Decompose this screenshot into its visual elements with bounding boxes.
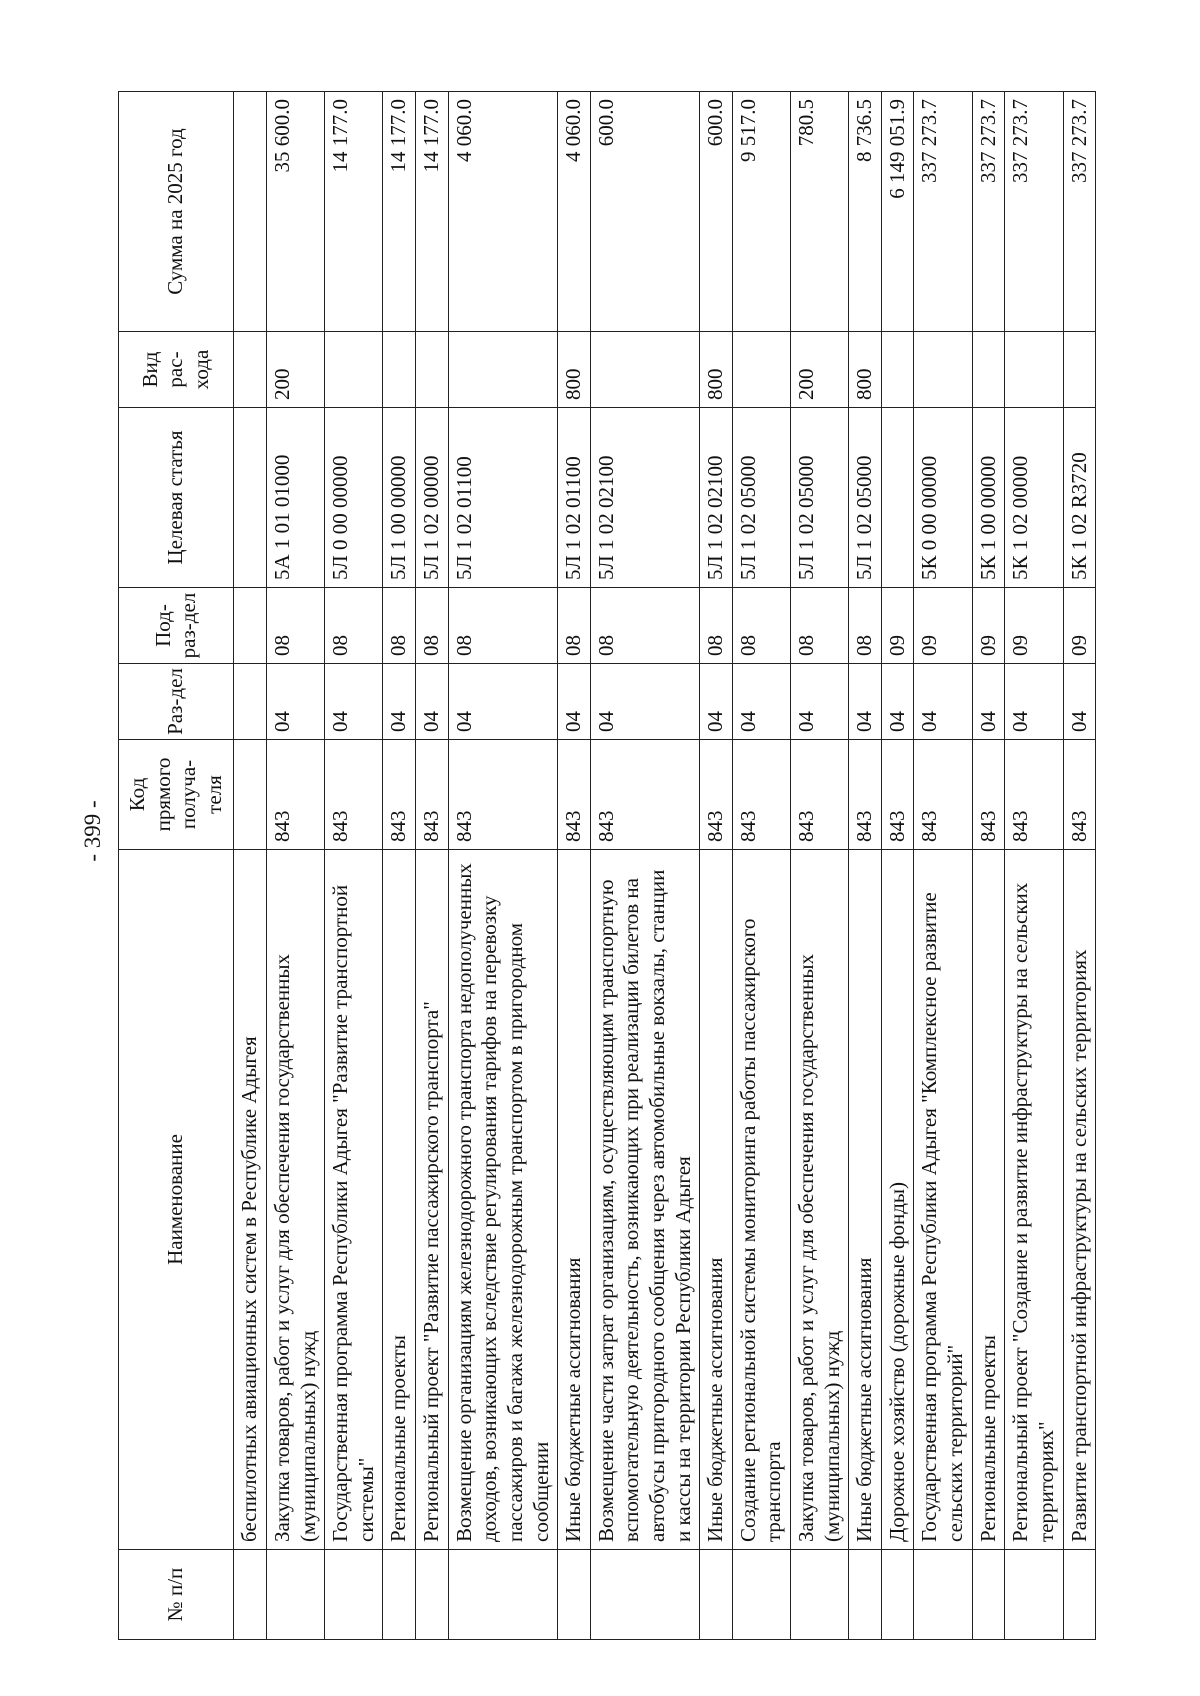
cell-target: 5Л 1 02 00000	[416, 408, 449, 588]
cell-target: 5Л 1 02 05000	[791, 408, 849, 588]
table-row	[416, 92, 449, 1640]
cell-num	[416, 1550, 449, 1640]
cell-sum: 780.5	[791, 92, 849, 332]
header-num: № п/п	[119, 1550, 234, 1640]
cell-subsection: 08	[732, 588, 790, 664]
cell-section: 04	[1005, 664, 1063, 740]
header-target: Целевая статья	[119, 408, 234, 588]
cell-num	[849, 1550, 882, 1640]
cell-num	[791, 1550, 849, 1640]
cell-subsection: 08	[267, 588, 325, 664]
cell-subsection: 08	[448, 588, 557, 664]
cell-target	[234, 408, 267, 588]
cell-name: Государственная программа Республики Адыгея "Развитие транспортной системы"	[325, 850, 383, 1550]
cell-section: 04	[325, 664, 383, 740]
cell-code: 843	[881, 740, 914, 850]
cell-sum: 337 273.7	[914, 92, 972, 332]
budget-table-rotated	[118, 92, 1098, 1640]
cell-num	[914, 1550, 972, 1640]
cell-section: 04	[914, 664, 972, 740]
cell-name: Возмещение организациям железнодорожного транспорта недополученных доходов, возникающих вследствие регулирования тарифов на перевозку пассажиров и багажа железнодорожным транспортом в пригородном сообщении	[448, 850, 557, 1550]
cell-exptype	[1005, 332, 1063, 408]
cell-name: Дорожное хозяйство (дорожные фонды)	[881, 850, 914, 1550]
cell-target: 5Л 1 02 05000	[849, 408, 882, 588]
cell-sum: 600.0	[590, 92, 699, 332]
cell-target: 5Л 1 02 01100	[558, 408, 591, 588]
cell-name: Возмещение части затрат организациям, осуществляющим транспортную вспомогательную деятельность, возникающих при реализации билетов на автобусы пригородного сообщения через автомобильные вокзалы, станции и кассы на территории Республики Адыгея	[590, 850, 699, 1550]
cell-exptype	[590, 332, 699, 408]
cell-exptype: 800	[700, 332, 733, 408]
page-number-text: - 399 -	[80, 800, 105, 862]
cell-num	[732, 1550, 790, 1640]
cell-code: 843	[448, 740, 557, 850]
table-row	[732, 92, 790, 1640]
cell-sum	[234, 92, 267, 332]
cell-target: 5Л 1 02 05000	[732, 408, 790, 588]
table-row	[590, 92, 699, 1640]
cell-sum: 14 177.0	[416, 92, 449, 332]
cell-section: 04	[590, 664, 699, 740]
cell-name: Закупка товаров, работ и услуг для обеспечения государственных (муниципальных) нужд	[791, 850, 849, 1550]
cell-subsection: 08	[383, 588, 416, 664]
cell-code: 843	[972, 740, 1005, 850]
cell-section: 04	[558, 664, 591, 740]
cell-sum: 337 273.7	[1005, 92, 1063, 332]
cell-subsection: 08	[590, 588, 699, 664]
cell-target: 5К 0 00 00000	[914, 408, 972, 588]
cell-name: Государственная программа Республики Адыгея "Комплексное развитие сельских территорий"	[914, 850, 972, 1550]
cell-subsection: 08	[325, 588, 383, 664]
cell-name: Региональный проект "Развитие пассажирского транспорта"	[416, 850, 449, 1550]
cell-name: Иные бюджетные ассигнования	[700, 850, 733, 1550]
table-row	[1063, 92, 1096, 1640]
cell-sum: 337 273.7	[972, 92, 1005, 332]
cell-code: 843	[416, 740, 449, 850]
cell-target: 5К 1 00 00000	[972, 408, 1005, 588]
cell-exptype: 800	[849, 332, 882, 408]
cell-name: Иные бюджетные ассигнования	[849, 850, 882, 1550]
table-row	[791, 92, 849, 1640]
cell-target	[881, 408, 914, 588]
cell-num	[448, 1550, 557, 1640]
cell-section: 04	[267, 664, 325, 740]
cell-code: 843	[325, 740, 383, 850]
table-row	[700, 92, 733, 1640]
table-row	[1005, 92, 1063, 1640]
cell-target: 5Л 0 00 00000	[325, 408, 383, 588]
cell-code: 843	[732, 740, 790, 850]
cell-subsection: 09	[972, 588, 1005, 664]
cell-section: 04	[732, 664, 790, 740]
cell-subsection: 09	[1005, 588, 1063, 664]
cell-section	[234, 664, 267, 740]
cell-subsection: 08	[558, 588, 591, 664]
cell-name: Региональный проект "Создание и развитие инфраструктуры на сельских территориях"	[1005, 850, 1063, 1550]
header-name: Наименование	[119, 850, 234, 1550]
cell-code: 843	[791, 740, 849, 850]
cell-code: 843	[267, 740, 325, 850]
table-row	[849, 92, 882, 1640]
table-row	[383, 92, 416, 1640]
cell-section: 04	[791, 664, 849, 740]
cell-num	[700, 1550, 733, 1640]
cell-num	[558, 1550, 591, 1640]
cell-target: 5Л 1 02 01100	[448, 408, 557, 588]
cell-code: 843	[558, 740, 591, 850]
table-row	[914, 92, 972, 1640]
cell-name: Развитие транспортной инфраструктуры на сельских территориях	[1063, 850, 1096, 1550]
header-code: Код прямого получа-теля	[119, 740, 234, 850]
cell-exptype	[448, 332, 557, 408]
cell-name: Иные бюджетные ассигнования	[558, 850, 591, 1550]
cell-name: Создание региональной системы мониторинга работы пассажирского транспорта	[732, 850, 790, 1550]
cell-subsection	[234, 588, 267, 664]
table-row	[234, 92, 267, 1640]
cell-num	[383, 1550, 416, 1640]
cell-target: 5Л 1 00 00000	[383, 408, 416, 588]
cell-subsection: 08	[791, 588, 849, 664]
cell-sum: 14 177.0	[383, 92, 416, 332]
cell-exptype	[234, 332, 267, 408]
cell-code: 843	[1063, 740, 1096, 850]
cell-subsection: 09	[1063, 588, 1096, 664]
page-number	[68, 770, 118, 890]
cell-section: 04	[972, 664, 1005, 740]
cell-exptype: 200	[267, 332, 325, 408]
cell-target: 5К 1 02 00000	[1005, 408, 1063, 588]
cell-sum: 14 177.0	[325, 92, 383, 332]
table-header	[119, 92, 234, 1640]
cell-num	[325, 1550, 383, 1640]
cell-subsection: 09	[881, 588, 914, 664]
cell-name: беспилотных авиационных систем в Республике Адыгея	[234, 850, 267, 1550]
cell-exptype: 800	[558, 332, 591, 408]
cell-num	[590, 1550, 699, 1640]
cell-exptype	[972, 332, 1005, 408]
cell-section: 04	[1063, 664, 1096, 740]
cell-sum: 9 517.0	[732, 92, 790, 332]
cell-section: 04	[383, 664, 416, 740]
cell-exptype	[732, 332, 790, 408]
table-row	[972, 92, 1005, 1640]
cell-section: 04	[416, 664, 449, 740]
cell-code: 843	[383, 740, 416, 850]
cell-name: Региональные проекты	[972, 850, 1005, 1550]
cell-subsection: 09	[914, 588, 972, 664]
cell-code: 843	[914, 740, 972, 850]
cell-target: 5А 1 01 01000	[267, 408, 325, 588]
cell-name: Региональные проекты	[383, 850, 416, 1550]
table-row	[267, 92, 325, 1640]
cell-sum: 600.0	[700, 92, 733, 332]
cell-exptype	[416, 332, 449, 408]
cell-num	[881, 1550, 914, 1640]
cell-code: 843	[849, 740, 882, 850]
cell-exptype	[325, 332, 383, 408]
budget-table	[118, 91, 1096, 1640]
cell-exptype	[881, 332, 914, 408]
cell-sum: 4 060.0	[558, 92, 591, 332]
cell-num	[234, 1550, 267, 1640]
header-subsection: Под-раз-дел	[119, 588, 234, 664]
cell-exptype	[383, 332, 416, 408]
cell-num	[972, 1550, 1005, 1640]
cell-sum: 4 060.0	[448, 92, 557, 332]
cell-code: 843	[590, 740, 699, 850]
cell-code	[234, 740, 267, 850]
table-row	[881, 92, 914, 1640]
cell-sum: 6 149 051.9	[881, 92, 914, 332]
table-row	[558, 92, 591, 1640]
cell-subsection: 08	[700, 588, 733, 664]
cell-subsection: 08	[416, 588, 449, 664]
cell-target: 5К 1 02 R3720	[1063, 408, 1096, 588]
cell-section: 04	[881, 664, 914, 740]
cell-num	[1005, 1550, 1063, 1640]
cell-code: 843	[700, 740, 733, 850]
cell-num	[1063, 1550, 1096, 1640]
cell-section: 04	[849, 664, 882, 740]
cell-sum: 337 273.7	[1063, 92, 1096, 332]
header-section: Раз-дел	[119, 664, 234, 740]
cell-name: Закупка товаров, работ и услуг для обеспечения государственных (муниципальных) нужд	[267, 850, 325, 1550]
table-row	[448, 92, 557, 1640]
cell-exptype	[1063, 332, 1096, 408]
cell-target: 5Л 1 02 02100	[590, 408, 699, 588]
cell-subsection: 08	[849, 588, 882, 664]
header-exptype: Вид рас-хода	[119, 332, 234, 408]
cell-code: 843	[1005, 740, 1063, 850]
cell-section: 04	[700, 664, 733, 740]
cell-target: 5Л 1 02 02100	[700, 408, 733, 588]
cell-sum: 35 600.0	[267, 92, 325, 332]
cell-sum: 8 736.5	[849, 92, 882, 332]
table-row	[325, 92, 383, 1640]
cell-exptype: 200	[791, 332, 849, 408]
cell-exptype	[914, 332, 972, 408]
table-body	[234, 92, 1096, 1640]
cell-section: 04	[448, 664, 557, 740]
cell-num	[267, 1550, 325, 1640]
header-sum: Сумма на 2025 год	[119, 92, 234, 332]
